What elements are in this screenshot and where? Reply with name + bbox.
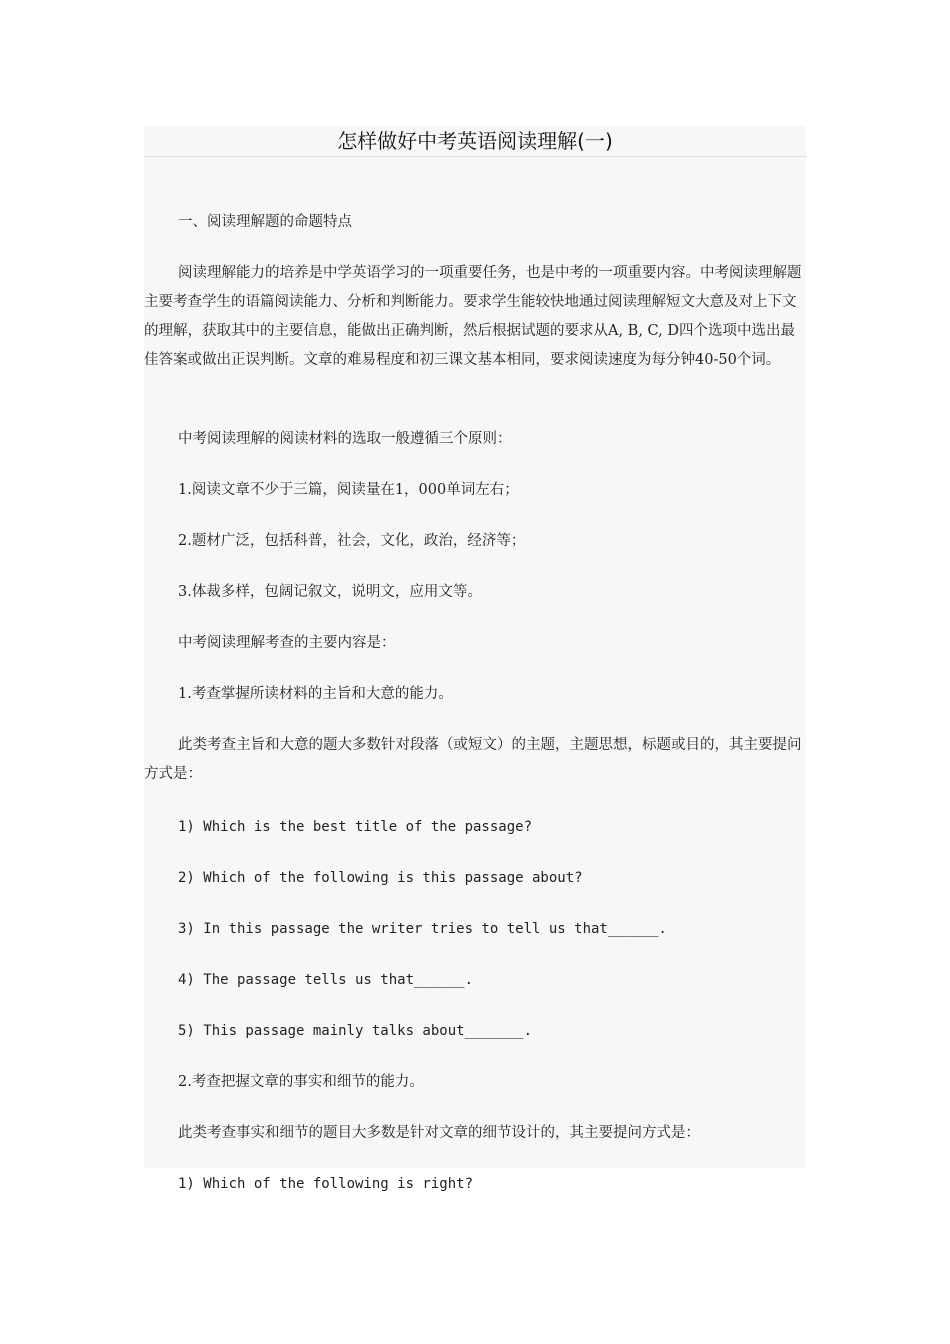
principle-item: 3.体裁多样，包阔记叙文，说明文，应用文等。 bbox=[178, 584, 482, 600]
principles-intro: 中考阅读理解的阅读材料的选取一般遵循三个原则： bbox=[178, 431, 512, 447]
principle-item: 2.题材广泛，包括科普，社会，文化，政治，经济等； bbox=[178, 533, 526, 549]
title-bar bbox=[144, 126, 806, 157]
question-example: 4) The passage tells us that______. bbox=[178, 972, 474, 988]
content-description: 此类考查主旨和大意的题大多数针对段落（或短文）的主题，主题思想，标题或目的，其主要提问方式是： bbox=[144, 737, 802, 782]
principle-item: 1.阅读文章不少于三篇，阅读量在1，000单词左右； bbox=[178, 482, 519, 498]
intro-paragraph: 阅读理解能力的培养是中学英语学习的一项重要任务，也是中考的一项重要内容。中考阅读理解题主要考查学生的语篇阅读能力、分析和判断能力。要求学生能较快地通过阅读理解短文大意及对上下文的理解，获取其中的主要信息，能做出正确判断，然后根据试题的要求从A, B, C, D四个选项中选出最佳答案或做出正误判断。文章的难易程度和初三课文基本相同，要求阅读速度为每分钟40-50个词。 bbox=[144, 265, 802, 368]
section-heading: 一、阅读理解题的命题特点 bbox=[178, 214, 352, 230]
content-description: 此类考查事实和细节的题目大多数是针对文章的细节设计的，其主要提问方式是： bbox=[178, 1125, 700, 1141]
content-item: 2.考查把握文章的事实和细节的能力。 bbox=[178, 1074, 424, 1090]
question-example: 1) Which of the following is right? bbox=[178, 1176, 474, 1192]
document-page bbox=[144, 126, 806, 1192]
content-intro: 中考阅读理解考查的主要内容是： bbox=[178, 635, 396, 651]
content-item: 1.考查掌握所读材料的主旨和大意的能力。 bbox=[178, 686, 453, 702]
question-example: 3) In this passage the writer tries to tell us that______. bbox=[178, 921, 667, 937]
page-title: 怎样做好中考英语阅读理解(一) bbox=[337, 129, 613, 153]
question-example: 1) Which is the best title of the passage? bbox=[178, 819, 533, 835]
question-example: 2) Which of the following is this passage about? bbox=[178, 870, 583, 886]
question-example: 5) This passage mainly talks about_______. bbox=[178, 1023, 533, 1039]
